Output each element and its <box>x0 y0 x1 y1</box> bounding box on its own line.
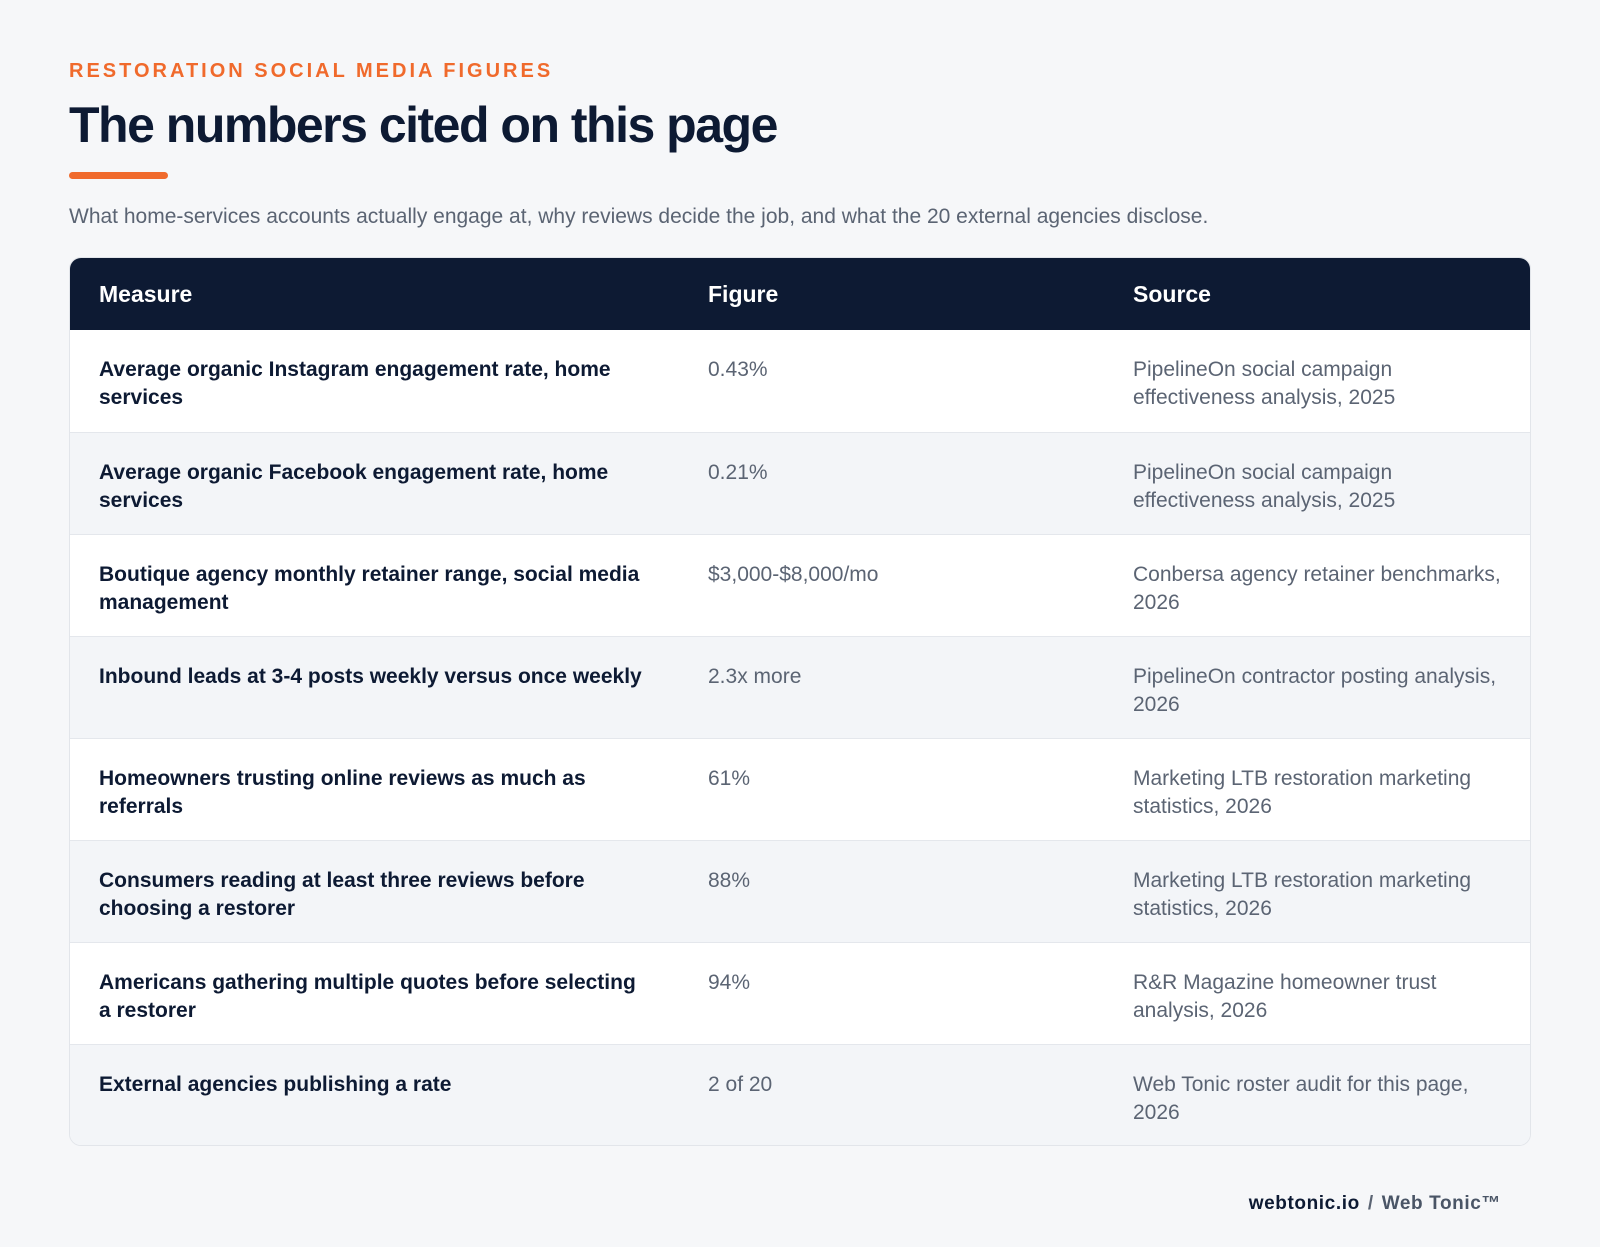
table-row <box>70 1044 1531 1145</box>
column-header-measure: Measure <box>99 280 193 307</box>
figures-table <box>70 258 1531 1145</box>
source-cell: Marketing LTB restoration marketing statistics, 2026 <box>1104 840 1531 942</box>
source-cell: PipelineOn contractor posting analysis, 2026 <box>1104 636 1531 738</box>
table-row <box>70 738 1531 840</box>
figure-cell: 2.3x more <box>679 636 1104 738</box>
footer-credit <box>1249 1193 1501 1215</box>
measure-cell: Homeowners trusting online reviews as much as referrals <box>70 738 679 840</box>
table-row <box>70 840 1531 942</box>
table-row <box>70 942 1531 1044</box>
measure-cell: Boutique agency monthly retainer range, social media management <box>70 534 679 636</box>
source-cell: Marketing LTB restoration marketing statistics, 2026 <box>1104 738 1531 840</box>
figures-table-card <box>69 257 1531 1146</box>
measure-cell: Average organic Instagram engagement rate, home services <box>99 358 611 409</box>
source-cell: PipelineOn social campaign effectiveness analysis, 2025 <box>1104 432 1531 534</box>
footer-brand: Web Tonic™ <box>1381 1193 1501 1214</box>
accent-divider <box>69 172 168 179</box>
measure-cell: Average organic Facebook engagement rate, home services <box>70 432 679 534</box>
measure-cell: Consumers reading at least three reviews before choosing a restorer <box>70 840 679 942</box>
source-cell: Conbersa agency retainer benchmarks, 2026 <box>1104 534 1531 636</box>
figure-cell: 0.21% <box>679 432 1104 534</box>
table-row <box>70 432 1531 534</box>
source-cell: Web Tonic roster audit for this page, 2026 <box>1104 1044 1531 1145</box>
measure-cell: Americans gathering multiple quotes before selecting a restorer <box>70 942 679 1044</box>
figure-cell: 94% <box>679 942 1104 1044</box>
source-cell: PipelineOn social campaign effectiveness analysis, 2025 <box>1133 358 1396 409</box>
column-header-source: Source <box>1133 280 1211 307</box>
measure-cell: External agencies publishing a rate <box>70 1044 679 1145</box>
figure-cell: 0.43% <box>708 358 768 381</box>
table-row <box>70 636 1531 738</box>
figure-cell: 88% <box>679 840 1104 942</box>
page-title: The numbers cited on this page <box>69 97 777 153</box>
measure-cell: Inbound leads at 3-4 posts weekly versus once weekly <box>70 636 679 738</box>
footer-separator: / <box>1367 1193 1374 1214</box>
table-body <box>70 330 1531 1145</box>
table-row <box>70 330 1531 432</box>
table-row <box>70 534 1531 636</box>
figure-cell: 2 of 20 <box>679 1044 1104 1145</box>
eyebrow-label: RESTORATION SOCIAL MEDIA FIGURES <box>69 60 554 82</box>
page-subtitle: What home-services accounts actually engage at, why reviews decide the job, and what the 20 external agencies disclose. <box>69 205 1209 228</box>
table-header <box>70 258 1531 330</box>
column-header-figure: Figure <box>708 280 779 307</box>
footer-site: webtonic.io <box>1248 1193 1360 1214</box>
source-cell: R&R Magazine homeowner trust analysis, 2026 <box>1104 942 1531 1044</box>
figure-cell: 61% <box>679 738 1104 840</box>
figure-cell: $3,000-$8,000/mo <box>679 534 1104 636</box>
table-header-row <box>70 258 1531 330</box>
